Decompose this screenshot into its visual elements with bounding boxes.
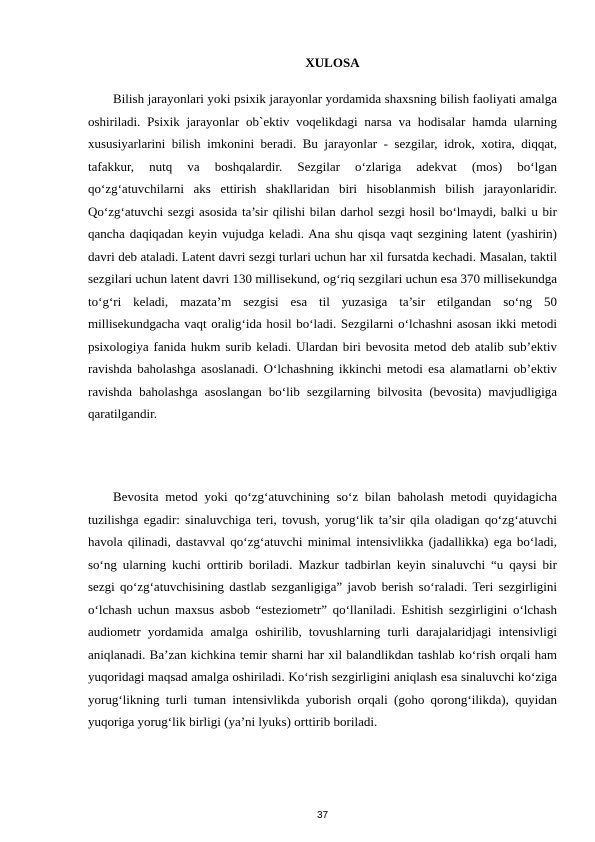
paragraph-2: Bevosita metod yoki qo‘zg‘atuvchining so‘z bilan baholash metodi quyidagicha tuzilishga egadir: sinaluvchiga teri, tovush, yorug‘lik ta’sir qila oladigan qo‘zg‘atuvchi havola qilinadi, dastavval qo‘zg‘atuvchi minimal intensivlikka (jadallikka) ega bo‘ladi, so‘ng ularning kuchi orttirib boriladi. Mazkur tadbirlan keyin sinaluvchi “u qaysi bir sezgi qo‘zg‘atuvchisining dastlab sezganligiga” javob berish so‘raladi. Teri sezgirligini o‘lchash uchun maxsus asbob “esteziometr” qo‘llaniladi. Eshitish sezgirligini o‘lchash audiometr yordamida amalga oshirilib, tovushlarning turli darajalaridjagi intensivligi aniqlanadi. Ba’zan kichkina temir sharni har xil balandlikdan tashlab ko‘rish orqali ham yuqoridagi maqsad amalga oshiriladi. Ko‘rish sezgirligini aniqlash esa sinaluvchi ko‘ziga yorug‘likning turli tuman intensivlikda yuborish orqali (goho qorong‘ilikda), quyidan yuqoriga yorug‘lik birligi (ya’ni lyuks) orttirib boriladi.	[88, 489, 557, 729]
paragraph-1: Bilish jarayonlari yoki psixik jarayonlar yordamida shaxsning bilish faoliyati amalga oshiriladi. Psixik jarayonlar ob`ektiv voqelikdagi narsa va hodisalar hamda ularning xususiyarlarini bilish imkonini beradi. Bu jarayonlar - sezgilar, idrok, xotira, diqqat, tafakkur, nutq va boshqalardir. Sezgilar o‘zlariga adekvat (mos) bo‘lgan qo‘zg‘atuvchilarni aks ettirish shakllaridan biri hisoblanmish bilish jarayonlaridir. Qo‘zg‘atuvchi sezgi asosida ta’sir qilishi bilan darhol sezgi hosil bo‘lmaydi, balki u bir qancha daqiqadan keyin vujudga keladi. Ana shu qisqa vaqt sezgining latent (yashirin) davri deb ataladi. Latent davri sezgi turlari uchun har xil fursatda kechadi. Masalan, taktil sezgilari uchun latent davri 130 millisekund, og‘riq sezgilari uchun esa 370 millisekundga to‘g‘ri keladi, mazata’m sezgisi esa til yuzasiga ta’sir etilgandan so‘ng 50 millisekundgacha vaqt oralig‘ida hosil bo‘ladi. Sezgilarni o‘lchashni asosan ikki metodi psixologiya fanida hukm surib keladi. Ulardan biri bevosita metod deb atalib sub’ektiv ravishda baholashga asoslanadi. O‘lchashning ikkinchi metodi esa alamatlarni ob’ektiv ravishda baholashga asoslangan bo‘lib sezgilarning bilvosita (bevosita) mavjudligiga qaratilgandir.	[88, 91, 557, 421]
page-number: 37	[316, 810, 329, 821]
page-title: XULOSA	[305, 55, 360, 70]
